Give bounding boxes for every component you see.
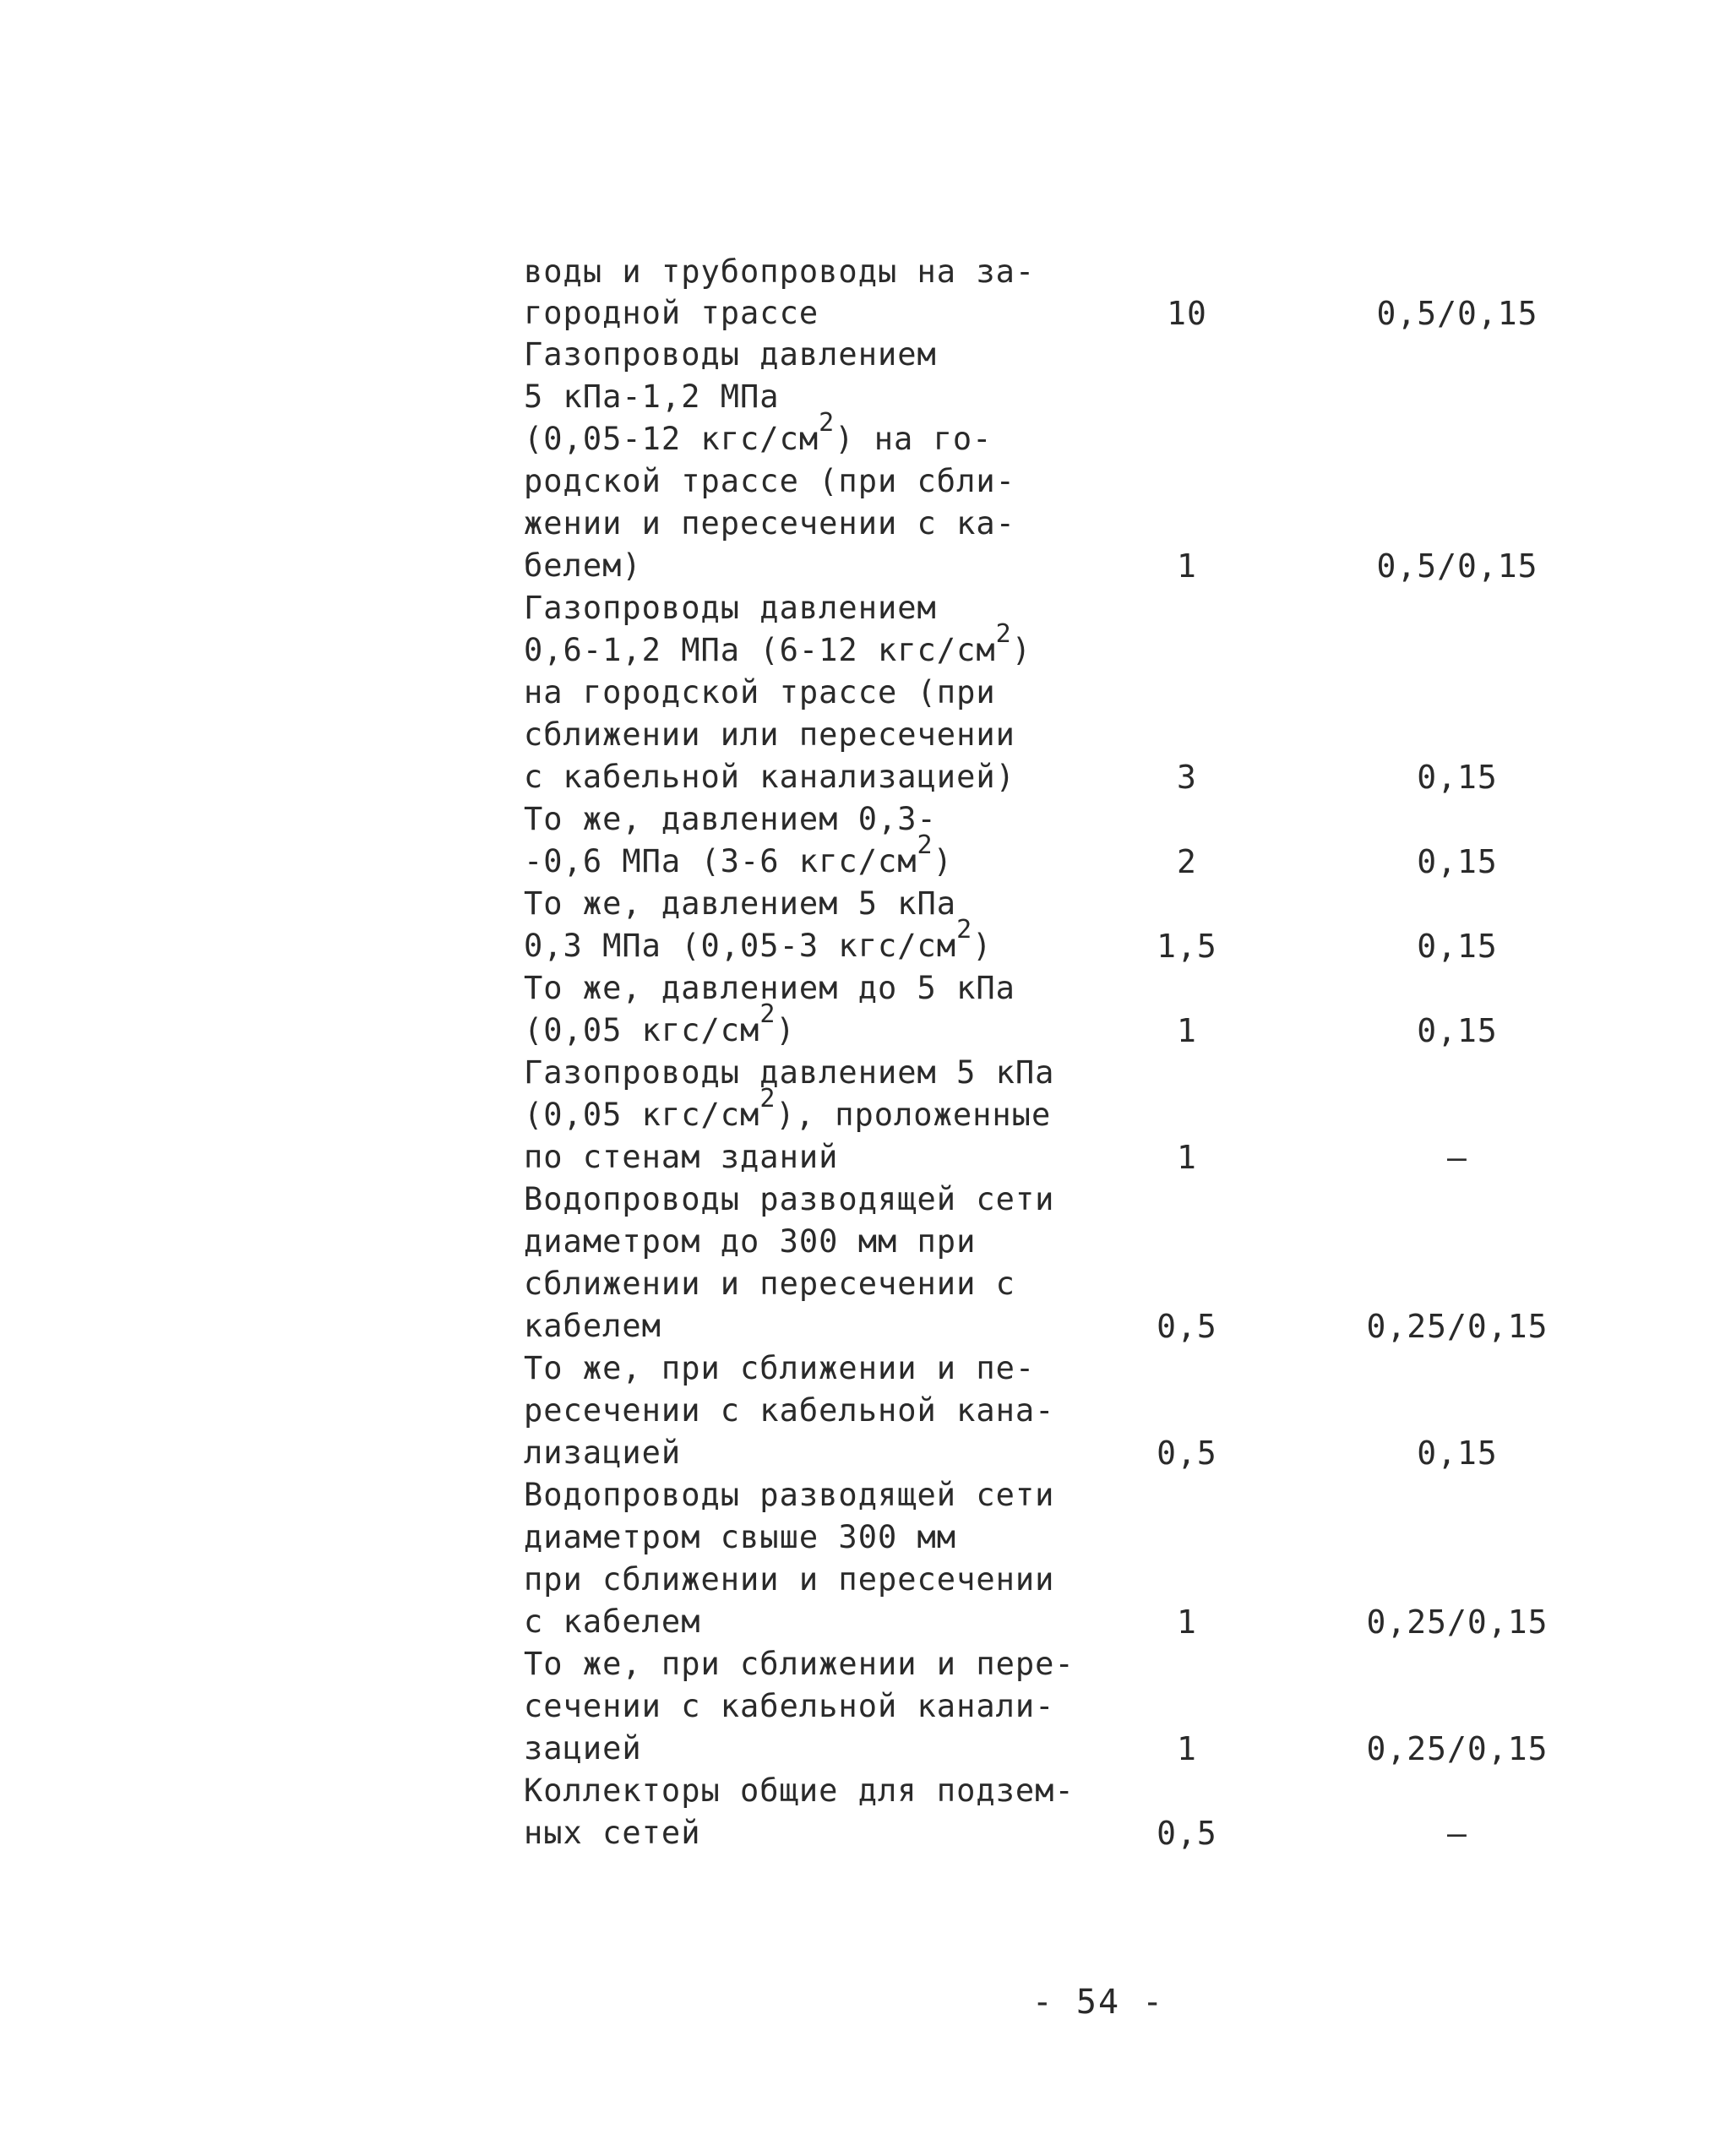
row-text-line: с кабелем: [524, 1603, 701, 1640]
depth-value: 0,5/0,15: [1376, 547, 1538, 585]
text-fragment: -0,6 МПа (3-6 кгс/см: [524, 843, 917, 879]
distance-value: 2: [1177, 843, 1197, 880]
depth-value: –: [1447, 1815, 1467, 1852]
row-text-line: То же, давлением 5 кПа: [524, 885, 957, 922]
row-text-line: [524, 915, 1098, 967]
row-text-line: То же, давлением 0,3-: [524, 801, 937, 837]
superscript: 2: [759, 1084, 776, 1113]
row-text-line: То же, давлением до 5 кПа: [524, 970, 1015, 1006]
row-text-line: [524, 999, 1098, 1052]
superscript: 2: [995, 619, 1012, 649]
row-text-line: городной трассе: [524, 295, 819, 331]
row-text-line: сближении или пересечении: [524, 716, 1015, 753]
row-text-line: белем): [524, 547, 642, 584]
text-fragment: 0,6-1,2 МПа (6-12 кгс/см: [524, 632, 996, 668]
distance-value: 3: [1177, 759, 1197, 796]
row-text-line: при сближении и пересечении: [524, 1561, 1055, 1598]
row-text-line: Коллекторы общие для подзем-: [524, 1772, 1075, 1809]
page-number: - 54 -: [1031, 1983, 1165, 2022]
distance-value: 1,5: [1157, 928, 1217, 965]
row-text-line: жении и пересечении с ка-: [524, 505, 1015, 542]
depth-value: 0,25/0,15: [1366, 1308, 1549, 1345]
row-text-line: То же, при сближении и пе-: [524, 1350, 1036, 1386]
row-text-line: на городской трассе (при: [524, 674, 996, 710]
depth-value: –: [1447, 1139, 1467, 1176]
row-text-line: Газопроводы давлением 5 кПа: [524, 1054, 1055, 1091]
text-fragment: ): [972, 928, 993, 964]
text-fragment: (0,05 кгс/см: [524, 1097, 760, 1133]
text-fragment: (0,05-12 кгс/см: [524, 421, 819, 457]
row-text-line: [524, 830, 1098, 883]
row-text-line: диаметром до 300 мм при: [524, 1223, 977, 1260]
depth-value: 0,25/0,15: [1366, 1730, 1549, 1767]
depth-value: 0,25/0,15: [1366, 1603, 1549, 1641]
text-fragment: ): [776, 1012, 796, 1048]
text-fragment: ): [1011, 632, 1031, 668]
superscript: 2: [819, 408, 836, 438]
row-text-line: [524, 408, 1098, 460]
row-text-line: Газопроводы давлением: [524, 590, 937, 626]
distance-value: 1: [1177, 1603, 1197, 1641]
row-text-line: [524, 1084, 1098, 1136]
row-text-line: Газопроводы давлением: [524, 336, 937, 373]
distance-value: 1: [1177, 1730, 1197, 1767]
text-fragment: (0,05 кгс/см: [524, 1012, 760, 1048]
text-fragment: ), проложенные: [776, 1097, 1052, 1133]
row-text-line: сечении с кабельной канали-: [524, 1688, 1055, 1724]
text-fragment: ): [933, 843, 953, 879]
superscript: 2: [917, 830, 933, 860]
superscript: 2: [759, 999, 776, 1029]
row-text-line: родской трассе (при сбли-: [524, 463, 1015, 499]
row-text-line: зацией: [524, 1730, 642, 1767]
distance-value: 1: [1177, 547, 1197, 585]
row-text-line: воды и трубопроводы на за-: [524, 253, 1036, 290]
row-text-line: по стенам зданий: [524, 1139, 839, 1175]
row-text-line: диаметром свыше 300 мм: [524, 1519, 957, 1555]
depth-value: 0,15: [1417, 1435, 1498, 1472]
row-text-line: ных сетей: [524, 1815, 701, 1851]
distance-value: 0,5: [1157, 1435, 1217, 1472]
depth-value: 0,15: [1417, 843, 1498, 880]
row-text-line: 5 кПа-1,2 МПа: [524, 378, 780, 415]
row-text-line: сближении и пересечении с: [524, 1266, 1015, 1302]
row-text-line: Водопроводы разводящей сети: [524, 1477, 1055, 1513]
text-fragment: 0,3 МПа (0,05-3 кгс/см: [524, 928, 957, 964]
row-text-line: ресечении с кабельной кана-: [524, 1392, 1055, 1429]
distance-value: 10: [1167, 295, 1207, 332]
depth-value: 0,5/0,15: [1376, 295, 1538, 332]
depth-value: 0,15: [1417, 928, 1498, 965]
depth-value: 0,15: [1417, 759, 1498, 796]
text-fragment: ) на го-: [835, 421, 993, 457]
row-text-line: с кабельной канализацией): [524, 759, 1015, 795]
distance-value: 0,5: [1157, 1815, 1217, 1852]
row-text-line: Водопроводы разводящей сети: [524, 1181, 1055, 1217]
row-text-line: [524, 619, 1098, 672]
distance-value: 1: [1177, 1139, 1197, 1176]
distance-value: 0,5: [1157, 1308, 1217, 1345]
distance-value: 1: [1177, 1012, 1197, 1049]
depth-value: 0,15: [1417, 1012, 1498, 1049]
row-text-line: То же, при сближении и пере-: [524, 1646, 1075, 1682]
row-text-line: кабелем: [524, 1308, 661, 1344]
superscript: 2: [956, 915, 973, 945]
row-text-line: лизацией: [524, 1435, 682, 1471]
